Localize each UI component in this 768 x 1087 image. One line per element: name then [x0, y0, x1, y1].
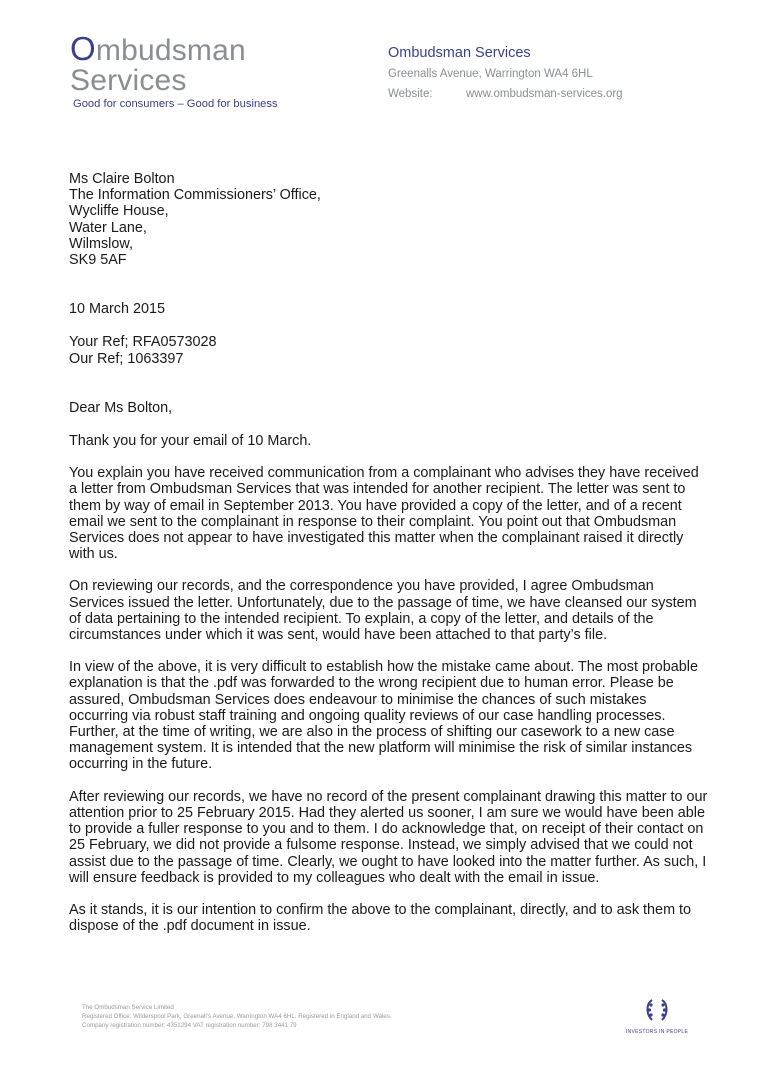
- website-label: Website:: [388, 88, 433, 100]
- org-address: Greenalls Avenue, Warrington WA4 6HL: [388, 68, 593, 80]
- letter-body: [69, 171, 709, 950]
- letter-date: 10 March 2015: [69, 301, 165, 318]
- our-ref: Our Ref; 1063397: [69, 350, 184, 367]
- recipient-line: Ms Claire Bolton: [69, 171, 175, 187]
- logo-wordmark: [70, 30, 320, 97]
- footer-numbers: Company registration number: 4351294 VAT registration number: 798 3441 79: [82, 1022, 297, 1029]
- investors-in-people-badge: [624, 996, 690, 1036]
- footer-registered: Registered Office: Wilderspool Park, Greenall’s Avenue, Warrington WA4 6HL. Registered in England and Wales.: [82, 1013, 392, 1020]
- logo-tagline: Good for consumers – Good for business: [73, 98, 278, 110]
- paragraph: After reviewing our records, we have no record of the present complainant drawing this matter to our attention prior to 25 February 2015. Had they alerted us sooner, I am sure we would have been able to provide a fuller response to you and to them. I do acknowledge that, on receipt of their contact on 25 February, we did not provide a fulsome response. Instead, we simply advised that we could not assist due to the passage of time. Clearly, we ought to have looked into the matter further. As such, I will ensure feedback is provided to my colleagues who dealt with the email in issue.: [69, 788, 708, 886]
- letter-footer: [82, 1003, 392, 1030]
- recipient-line: Wilmslow,: [69, 235, 133, 252]
- paragraph: In view of the above, it is very difficult to establish how the mistake came about. The most probable explanation is that the .pdf was forwarded to the wrong recipient due to human error. Please be assured, Ombudsman Services does endeavour to minimise the chances of such mistakes occurring via robust staff training and ongoing quality reviews of our case handling processes. Further, at the time of writing, we are also in the process of shifting our casework to a new case management system. It is intended that the new platform will minimise the risk of similar instances occurring in the future.: [69, 659, 698, 773]
- badge-label: INVESTORS IN PEOPLE: [625, 1029, 689, 1035]
- salutation: Dear Ms Bolton,: [69, 399, 173, 416]
- recipient-line: SK9 5AF: [69, 252, 127, 269]
- laurel-icon: [642, 996, 672, 1024]
- logo-line-1: Ombudsman: [70, 30, 246, 67]
- letterhead-contact: [388, 45, 688, 101]
- website-link[interactable]: www.ombudsman-services.org: [466, 88, 623, 100]
- logo-line-2: Services: [70, 64, 187, 97]
- paragraph: As it stands, it is our intention to confirm the above to the complainant, directly, and to ask them to dispose of the .pdf document in issue.: [69, 901, 692, 935]
- paragraph: Thank you for your email of 10 March.: [69, 433, 312, 450]
- recipient-line: Water Lane,: [69, 219, 147, 236]
- recipient-line: Wycliffe House,: [69, 203, 169, 220]
- your-ref: Your Ref; RFA0573028: [69, 334, 217, 351]
- paragraph: On reviewing our records, and the correspondence you have provided, I agree Ombudsman Services issued the letter. Unfortunately, due to the passage of time, we have cleansed our system of data pertaining to the intended recipient. To explain, a copy of the letter, and details of the circumstances under which it was sent, would have been attached to that party’s file.: [69, 578, 697, 644]
- paragraph: You explain you have received communication from a complainant who advises they have received a letter from Ombudsman Services that was intended for another recipient. The letter was sent to them by way of email in September 2013. You have provided a copy of the letter, and of a recent email we sent to the complainant in response to their complaint. You point out that Ombudsman Services does not appear to have investigated this matter when the complainant raised it directly with us.: [69, 465, 699, 563]
- recipient-address: [69, 171, 709, 268]
- ombudsman-logo: [70, 30, 320, 114]
- org-website-row: [388, 87, 688, 101]
- footer-company: The Ombudsman Service Limited: [82, 1004, 174, 1011]
- org-name: Ombudsman Services: [388, 45, 531, 61]
- recipient-line: The Information Commissioners’ Office,: [69, 187, 321, 204]
